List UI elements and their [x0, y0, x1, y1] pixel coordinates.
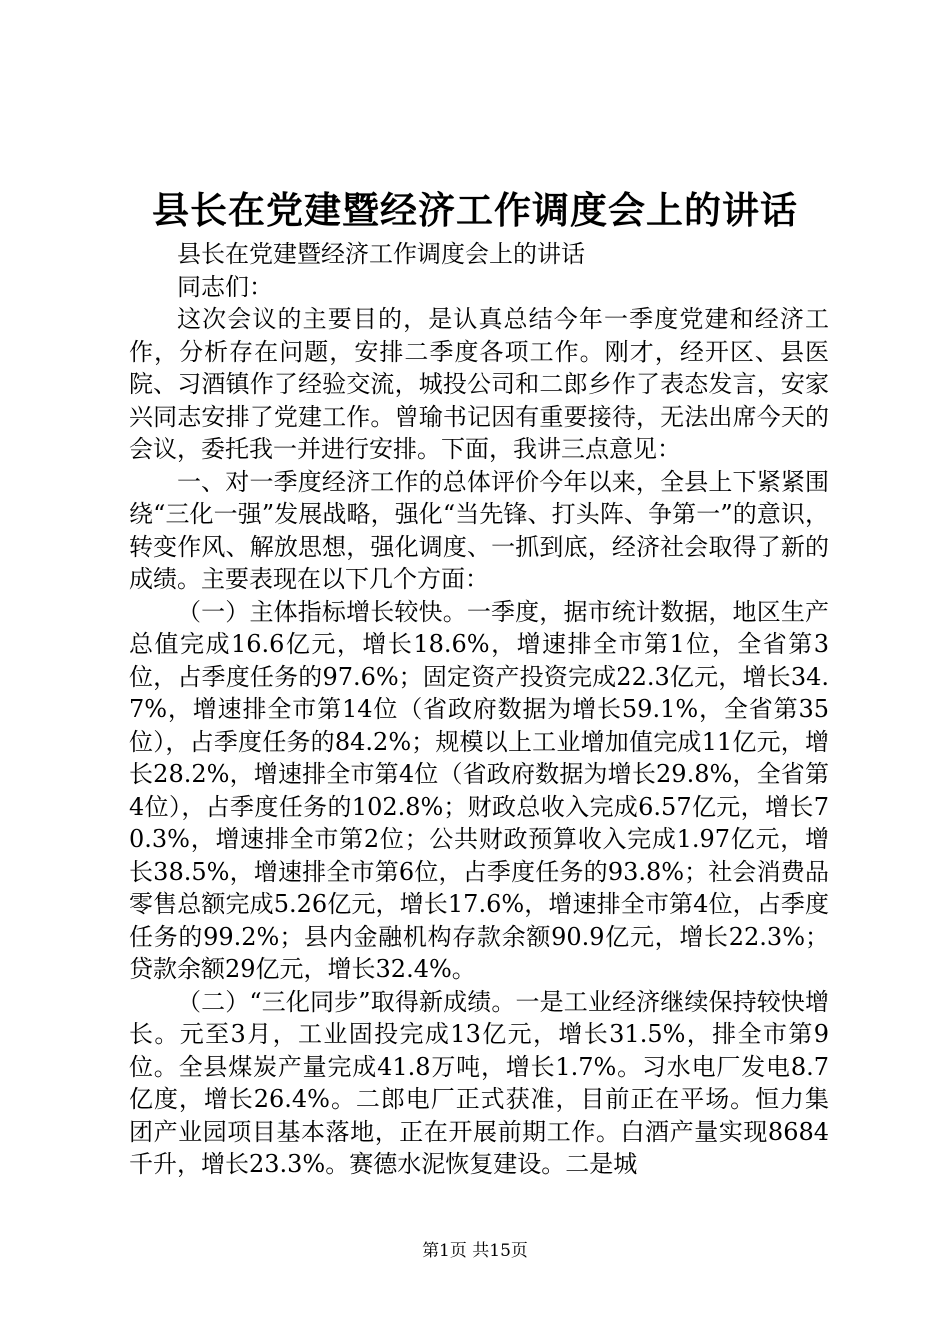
body-paragraph-three-sync: （二）“三化同步”取得新成绩。一是工业经济继续保持较快增长。元至3月，工业固投完成13亿元，增长31.5%，排全市第9位。全县煤炭产量完成41.8万吨，增长1.7%。习水电厂发电8.7亿度，增长26.4%。二郎电厂正式获准，目前正在平场。恒力集团产业园项目基本落地，正在开展前期工作。白酒产量实现8684千升，增长23.3%。赛德水泥恢复建设。二是城 — [129, 987, 829, 1178]
body-paragraph-section-one: 一、对一季度经济工作的总体评价今年以来，全县上下紧紧围绕“三化一强”发展战略，强化“当先锋、打头阵、争第一”的意识，转变作风、解放思想，强化调度、一抓到底，经济社会取得了新的成绩。主要表现在以下几个方面： — [129, 467, 829, 593]
body-paragraph-indicators: （一）主体指标增长较快。一季度，据市统计数据，地区生产总值完成16.6亿元，增长18.6%，增速排全市第1位，全省第3位，占季度任务的97.6%；固定资产投资完成22.3亿元，增长34.7%，增速排全市第14位（省政府数据为增长59.1%，全省第35位），占季度任务的84.2%；规模以上工业增加值完成11亿元，增长28.2%，增速排全市第4位（省政府数据为增长29.8%，全省第4位），占季度任务的102.8%；财政总收入完成6.57亿元，增长70.3%，增速排全市第2位；公共财政预算收入完成1.97亿元，增长38.5%，增速排全市第6位，占季度任务的93.8%；社会消费品零售总额完成5.26亿元，增长17.6%，增速排全市第4位，占季度任务的99.2%；县内金融机构存款余额90.9亿元，增长22.3%；贷款余额29亿元，增长32.4%。 — [129, 597, 829, 983]
page-number-footer: 第1页 共15页 — [422, 1241, 528, 1261]
body-paragraph-subtitle: 县长在党建暨经济工作调度会上的讲话 — [177, 240, 585, 268]
document-title: 县长在党建暨经济工作调度会上的讲话 — [152, 188, 798, 232]
body-paragraph-salutation: 同志们： — [177, 272, 273, 301]
document-body — [129, 238, 829, 1181]
body-paragraph-intro: 这次会议的主要目的，是认真总结今年一季度党建和经济工作，分析存在问题，安排二季度各项工作。刚才，经开区、县医院、习酒镇作了经验交流，城投公司和二郎乡作了表态发言，安家兴同志安排了党建工作。曾瑜书记因有重要接待，无法出席今天的会议，委托我一并进行安排。下面，我讲三点意见： — [129, 305, 829, 463]
